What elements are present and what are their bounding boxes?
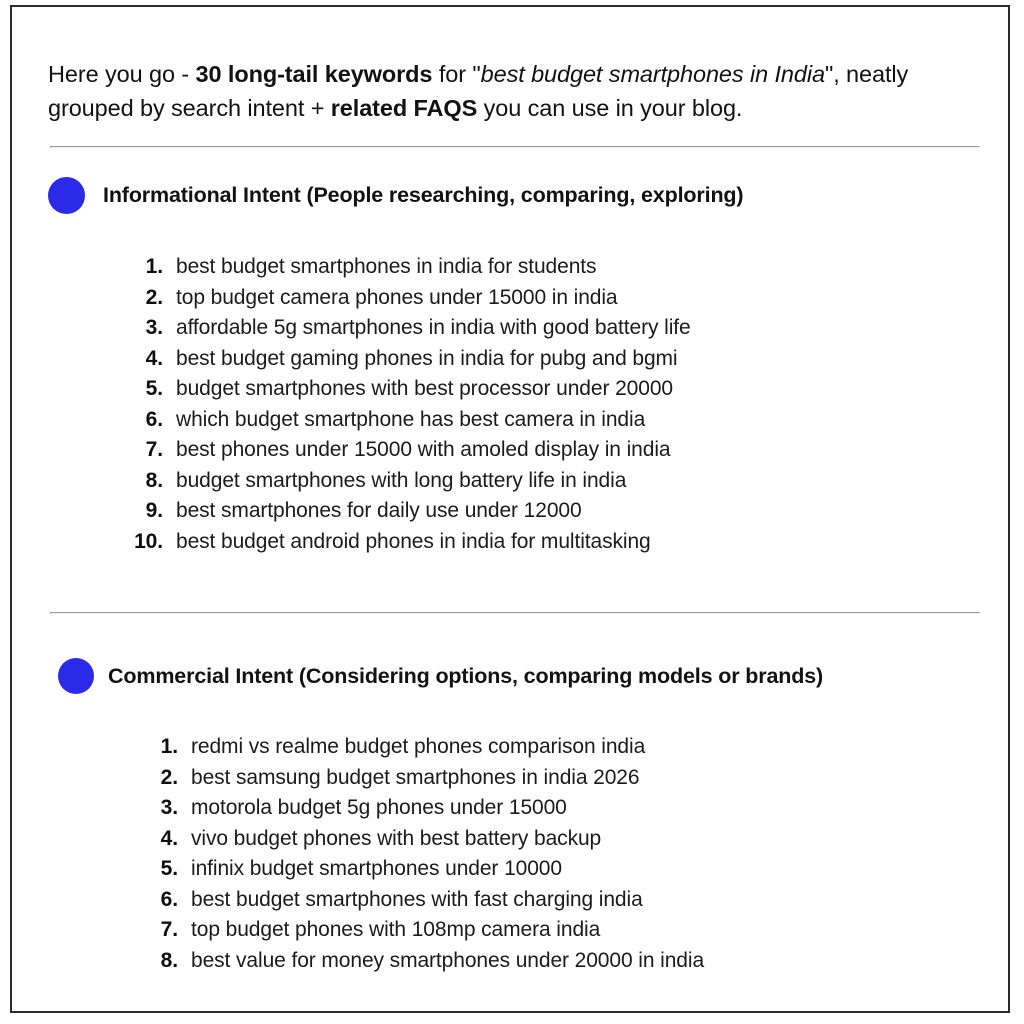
list-item [134, 915, 1008, 946]
list-item-text: best value for money smartphones under 20000 in india [191, 948, 705, 972]
list-item-text: budget smartphones with best processor under 20000 [176, 377, 673, 400]
list-item [134, 946, 1008, 977]
section-heading-informational [12, 177, 1008, 214]
list-item [134, 824, 1008, 855]
list-item-number: 10. [134, 529, 163, 553]
document-content [12, 7, 1008, 1011]
blue-circle-icon [58, 658, 94, 694]
list-item [134, 763, 1008, 794]
list-item [119, 374, 1008, 405]
list-item [119, 435, 1008, 466]
list-item-text: motorola budget 5g phones under 15000 [191, 796, 567, 819]
list-item-text: redmi vs realme budget phones comparison india [191, 735, 646, 758]
list-item-text: budget smartphones with long battery life in india [176, 468, 627, 492]
list-item-number: 2. [145, 285, 163, 309]
list-item-number: 5. [145, 377, 163, 400]
list-item-number: 7. [145, 438, 163, 461]
list-item-number: 4. [145, 346, 163, 370]
list-item [119, 313, 1008, 344]
list-item-number: 1. [160, 735, 178, 758]
list-item-number: 7. [160, 918, 178, 941]
section-informational [12, 177, 1008, 557]
list-item-text: top budget phones with 108mp camera india [191, 918, 601, 941]
intro-segment-2: for " [432, 60, 481, 87]
list-item [119, 527, 1008, 558]
list-item-number: 3. [160, 796, 178, 819]
intro-segment-4: you can use in your blog. [477, 94, 743, 121]
divider-middle [50, 612, 980, 614]
list-item-text: which budget smartphone has best camera in india [176, 407, 646, 431]
list-item [119, 252, 1008, 283]
list-item [134, 885, 1008, 916]
list-item [119, 466, 1008, 497]
list-item-number: 6. [145, 407, 163, 431]
list-item [119, 283, 1008, 314]
list-item-text: infinix budget smartphones under 10000 [191, 857, 562, 880]
list-item-text: best samsung budget smartphones in india 2026 [191, 765, 640, 789]
list-item-number: 1. [145, 255, 163, 278]
list-item-text: affordable 5g smartphones in india with good battery life [176, 316, 691, 339]
list-item-text: best budget android phones in india for multitasking [176, 529, 651, 553]
list-item-number: 8. [160, 948, 178, 972]
list-item-number: 6. [160, 887, 178, 911]
section-title-commercial: Commercial Intent (Considering options, comparing models or brands) [108, 663, 824, 688]
document-frame [10, 5, 1010, 1013]
divider-top [50, 146, 980, 148]
intro-paragraph [48, 57, 976, 125]
list-item [134, 732, 1008, 763]
list-item [119, 496, 1008, 527]
intro-segment-1: Here you go - [48, 60, 196, 87]
list-item-number: 9. [145, 499, 163, 522]
intro-segment-3: ", neatly grouped by search intent + [48, 60, 909, 121]
list-item-number: 8. [145, 468, 163, 492]
list-item-text: best budget smartphones in india for students [176, 255, 597, 278]
blue-circle-icon [48, 177, 85, 214]
keyword-list-informational [12, 252, 1008, 557]
list-item-number: 3. [145, 316, 163, 339]
section-title-informational: Informational Intent (People researching, comparing, exploring) [103, 183, 744, 207]
list-item-text: vivo budget phones with best battery backup [191, 826, 602, 850]
list-item-number: 2. [160, 765, 178, 789]
list-item-number: 4. [160, 826, 178, 850]
intro-bold-keywords: 30 long-tail keywords [195, 60, 433, 87]
section-heading-commercial [12, 658, 1008, 694]
list-item-number: 5. [160, 857, 178, 880]
list-item [119, 344, 1008, 375]
list-item-text: best budget gaming phones in india for pubg and bgmi [176, 346, 678, 370]
intro-bold-faqs: related FAQS [330, 94, 478, 121]
list-item-text: top budget camera phones under 15000 in india [176, 285, 618, 309]
section-commercial [12, 658, 1008, 976]
list-item [134, 854, 1008, 885]
keyword-list-commercial [12, 732, 1008, 976]
intro-italic-topic: best budget smartphones in India [480, 60, 825, 87]
list-item [134, 793, 1008, 824]
list-item-text: best smartphones for daily use under 12000 [176, 499, 582, 522]
list-item-text: best budget smartphones with fast charging india [191, 887, 643, 911]
list-item [119, 405, 1008, 436]
list-item-text: best phones under 15000 with amoled display in india [176, 438, 671, 461]
